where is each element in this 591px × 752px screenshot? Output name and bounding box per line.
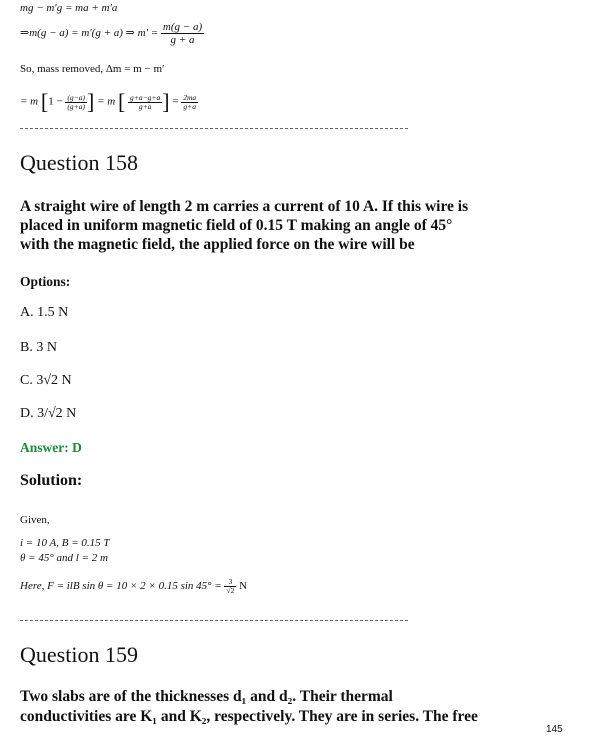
equation-line-4-a: = m — [20, 95, 39, 108]
solution-given-line-1: i = 10 A, B = 0.15 T — [20, 537, 110, 549]
solution-final-fraction — [224, 578, 236, 595]
question-158-title: Question 158 — [20, 150, 138, 175]
answer-label: Answer: D — [20, 440, 82, 455]
equation-line-4-fraction-1 — [65, 94, 87, 111]
fraction-numerator: 2ma — [183, 92, 197, 102]
question-159-text-line-1: Two slabs are of the thicknesses d₁ and d₂. Their thermal — [20, 688, 393, 705]
solution-final-unit: N — [239, 580, 248, 593]
solution-final-line — [20, 578, 247, 595]
fraction-denominator: (g+a) — [67, 101, 85, 111]
solution-final-left: Here, F = ilB sin θ = 10 × 2 × 0.15 sin 45° = — [20, 580, 222, 593]
fraction-numerator: g+a−g+a — [130, 92, 161, 102]
question-159-title: Question 159 — [20, 642, 138, 667]
equation-line-2 — [20, 21, 204, 46]
option-d: D. 3/√2 N — [20, 406, 77, 421]
equation-line-2-left: ⇒m(g − a) = m′(g + a) ⇒ m′ = — [20, 27, 159, 40]
options-label: Options: — [20, 274, 71, 289]
fraction-numerator: m(g − a) — [162, 21, 203, 33]
equation-line-4-fraction-3 — [181, 94, 198, 111]
bracket-close: ] — [86, 89, 95, 114]
solution-given: Given, — [20, 514, 50, 526]
option-a: A. 1.5 N — [20, 305, 69, 320]
option-c: C. 3√2 N — [20, 373, 72, 388]
fraction-denominator: g+a — [183, 101, 196, 111]
equation-line-4-fraction-2 — [128, 94, 162, 111]
fraction-denominator: g + a — [170, 34, 195, 46]
section-divider — [20, 620, 408, 621]
fraction-denominator: √2 — [226, 586, 235, 595]
fraction-numerator: (g−a) — [67, 92, 85, 102]
question-158-text-line-1: A straight wire of length 2 m carries a current of 10 A. If this wire is — [20, 198, 469, 215]
bracket-close: ] — [162, 89, 170, 114]
page-number: 145 — [546, 724, 563, 735]
question-158-text-line-3: with the magnetic field, the applied force on the wire will be — [20, 236, 415, 253]
equation-line-3: So, mass removed, Δm = m − m′ — [20, 63, 165, 75]
solution-label: Solution: — [20, 472, 83, 489]
equation-line-4-b: = m — [97, 95, 116, 108]
question-159-text-line-2: conductivities are K₁ and K₂, respectively. They are in series. The free — [20, 708, 478, 725]
fraction-numerator: 3 — [224, 578, 236, 587]
solution-given-line-2: θ = 45° and l = 2 m — [20, 552, 108, 564]
question-158-text-line-2: placed in uniform magnetic field of 0.15 T making an angle of 45° — [20, 217, 453, 234]
bracket-open: [ — [40, 89, 49, 114]
option-b: B. 3 N — [20, 340, 57, 355]
fraction-denominator: g+a — [138, 101, 152, 111]
section-divider — [20, 128, 408, 129]
equation-line-2-fraction — [161, 21, 204, 46]
equation-line-1: mg − m′g = ma + m′a — [20, 2, 118, 14]
bracket-open: [ — [117, 89, 126, 114]
equation-line-4: = m [1 − $\frac{(g-a)}{(g+a)}$ ] = m [ $\frac{g+a-g+a}{g+a}$ ] = $\frac{2ma}{g+a}$ — [20, 89, 197, 114]
